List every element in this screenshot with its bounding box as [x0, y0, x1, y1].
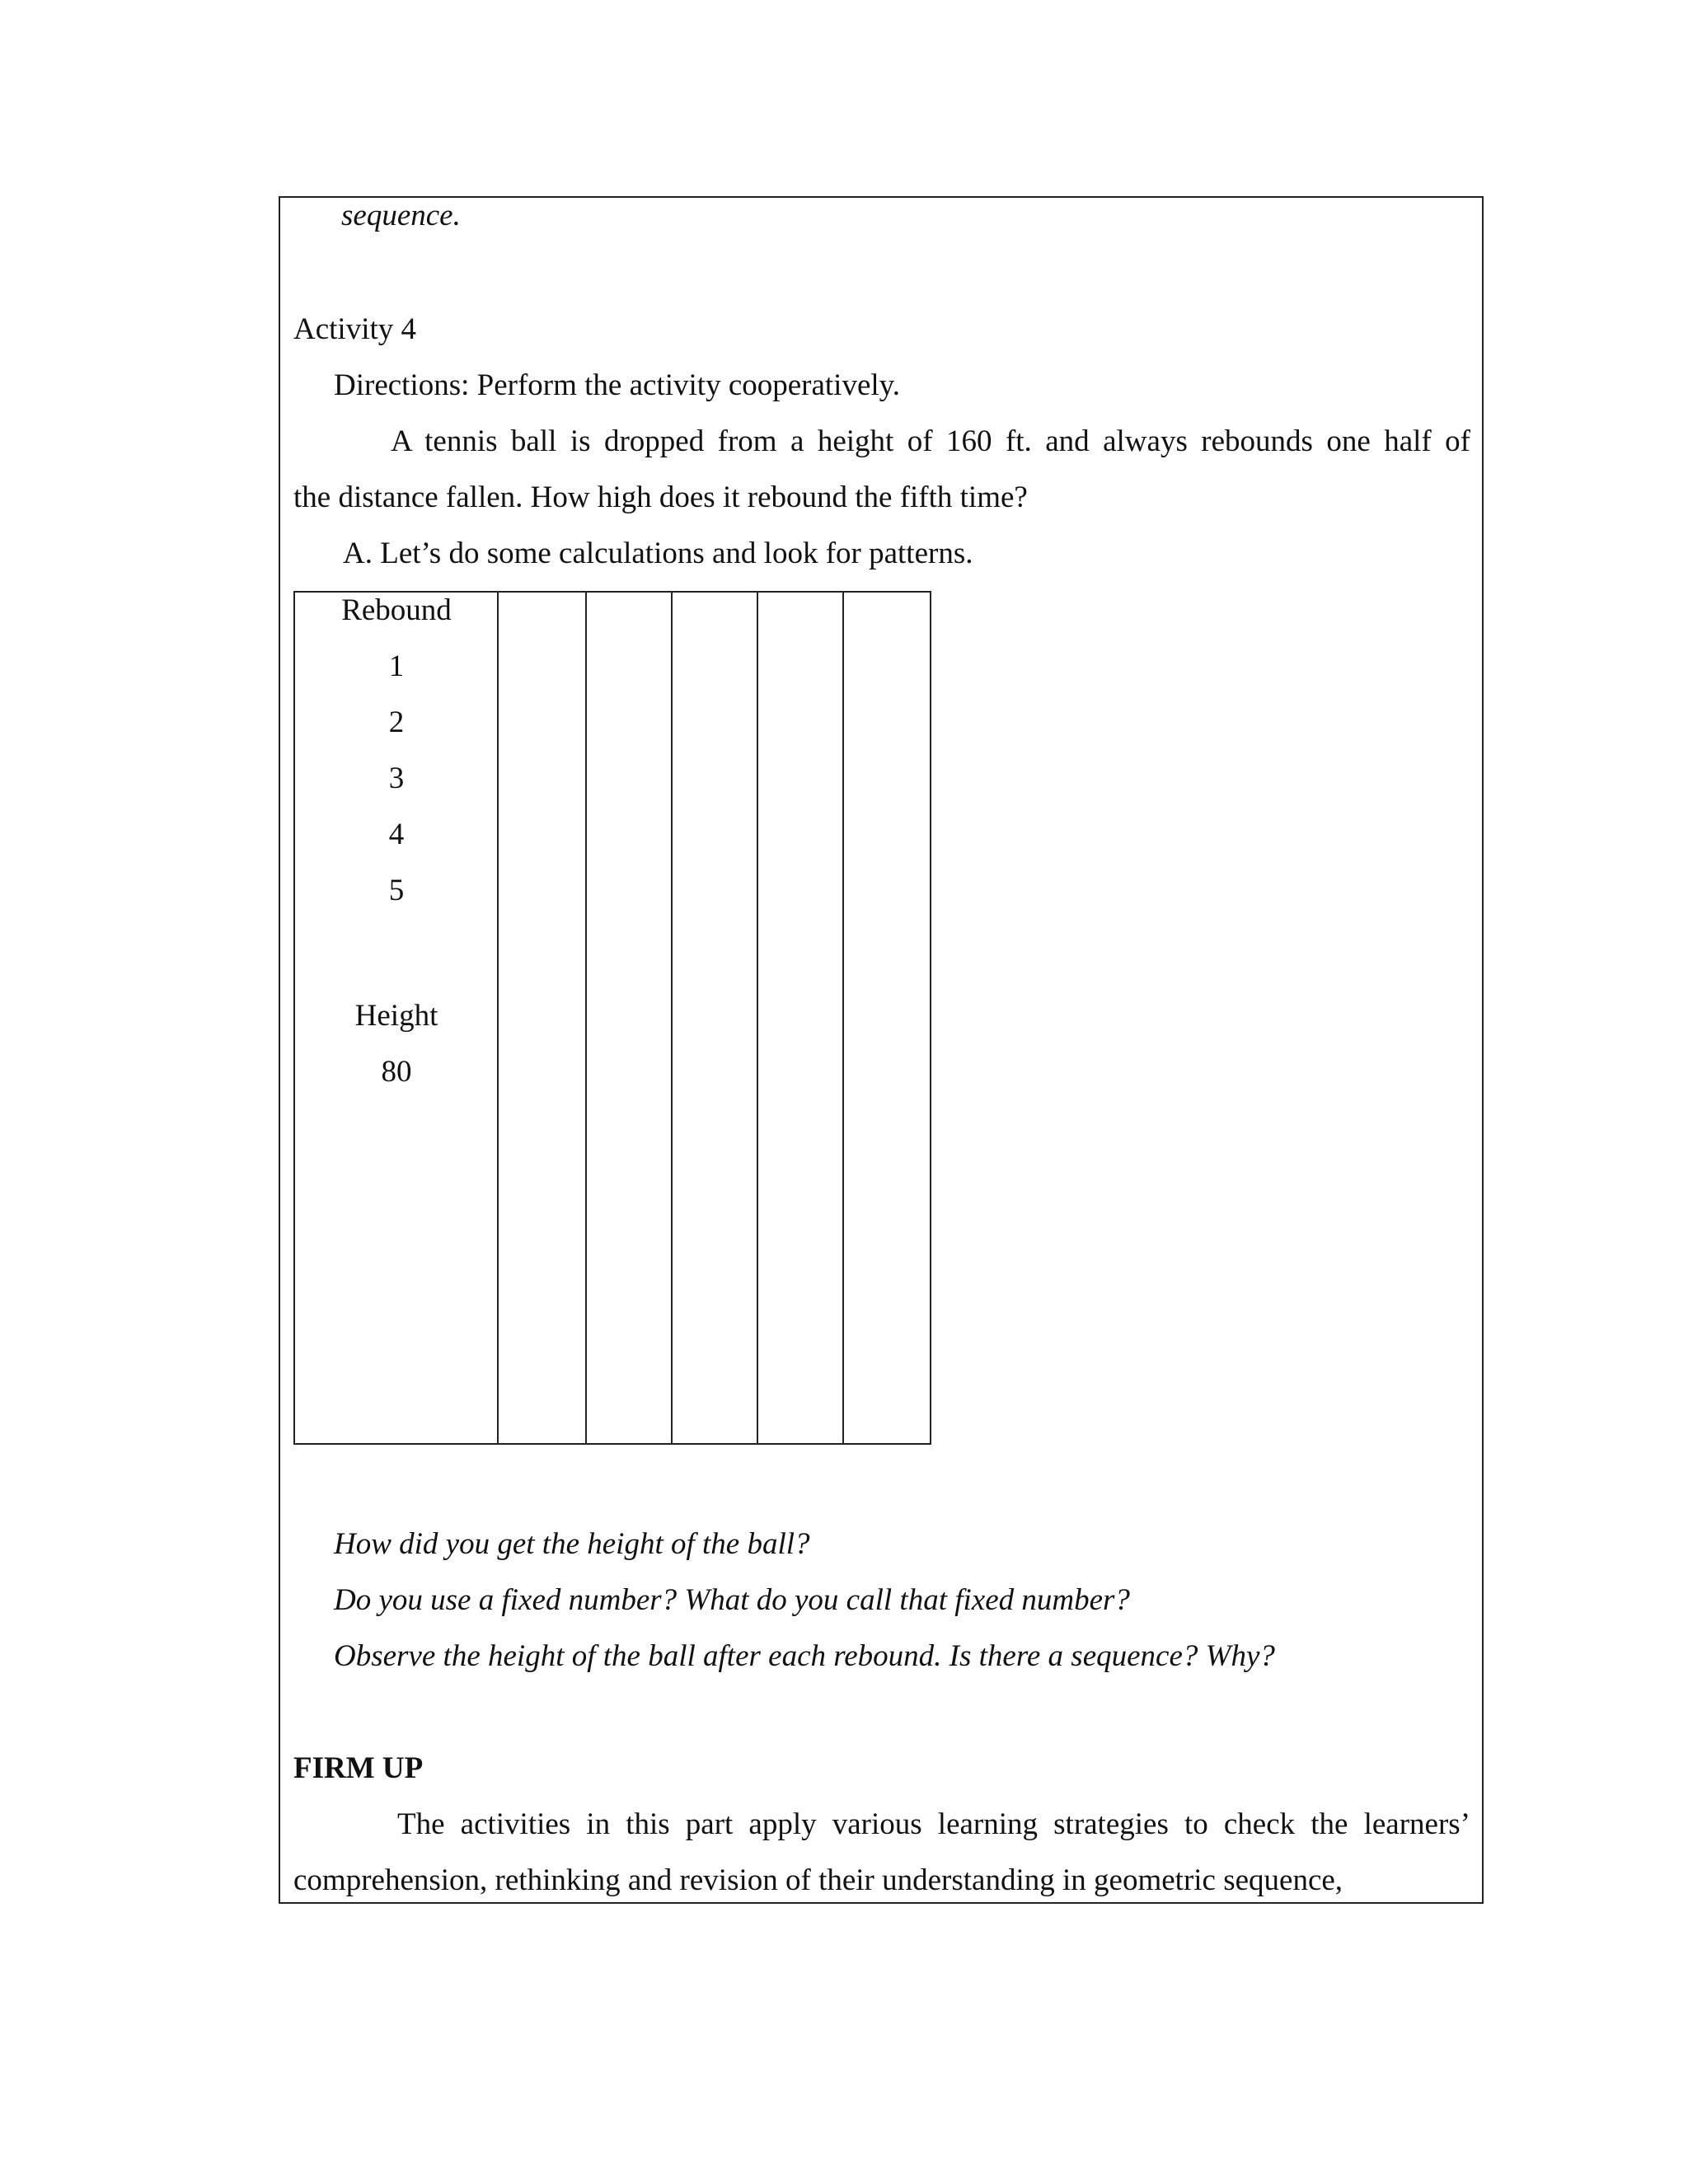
table-header-rebound: Rebound [341, 593, 452, 627]
firm-up-line-2: comprehension, rethinking and revision of their understanding in geometric sequence, [293, 1863, 1343, 1897]
firm-up-heading: FIRM UP [293, 1751, 424, 1785]
table-height-value: 80 [381, 1055, 412, 1089]
question-3: Observe the height of the ball after each rebound. Is there a sequence? Why? [334, 1639, 1275, 1673]
problem-line-2: the distance fallen. How high does it rebound the fifth time? [293, 480, 1028, 514]
table-rebound-value: 2 [388, 705, 405, 739]
table-rebound-value: 5 [388, 874, 405, 907]
previous-section-end: sequence. [341, 199, 461, 232]
activity-directions: Directions: Perform the activity cooperatively. [334, 368, 901, 402]
table-header-height: Height [354, 999, 438, 1033]
table-column-divider [671, 593, 673, 1443]
question-2: Do you use a fixed number? What do you call that fixed number? [334, 1583, 1130, 1617]
table-column-divider [585, 593, 587, 1443]
table-rebound-value: 3 [388, 762, 405, 795]
table-column-divider [757, 593, 758, 1443]
activity-title: Activity 4 [293, 312, 417, 346]
table-rebound-value: 1 [388, 649, 405, 683]
part-a-instruction: A. Let’s do some calculations and look for patterns. [343, 537, 973, 570]
problem-line-1: A tennis ball is dropped from a height of 160 ft. and always rebounds one half of [391, 424, 1470, 458]
table-rebound-value: 4 [388, 818, 405, 851]
rebound-height-table [293, 591, 931, 1445]
question-1: How did you get the height of the ball? [334, 1527, 810, 1561]
firm-up-line-1: The activities in this part apply various learning strategies to check the learners’ [397, 1807, 1470, 1841]
table-column-divider [842, 593, 844, 1443]
